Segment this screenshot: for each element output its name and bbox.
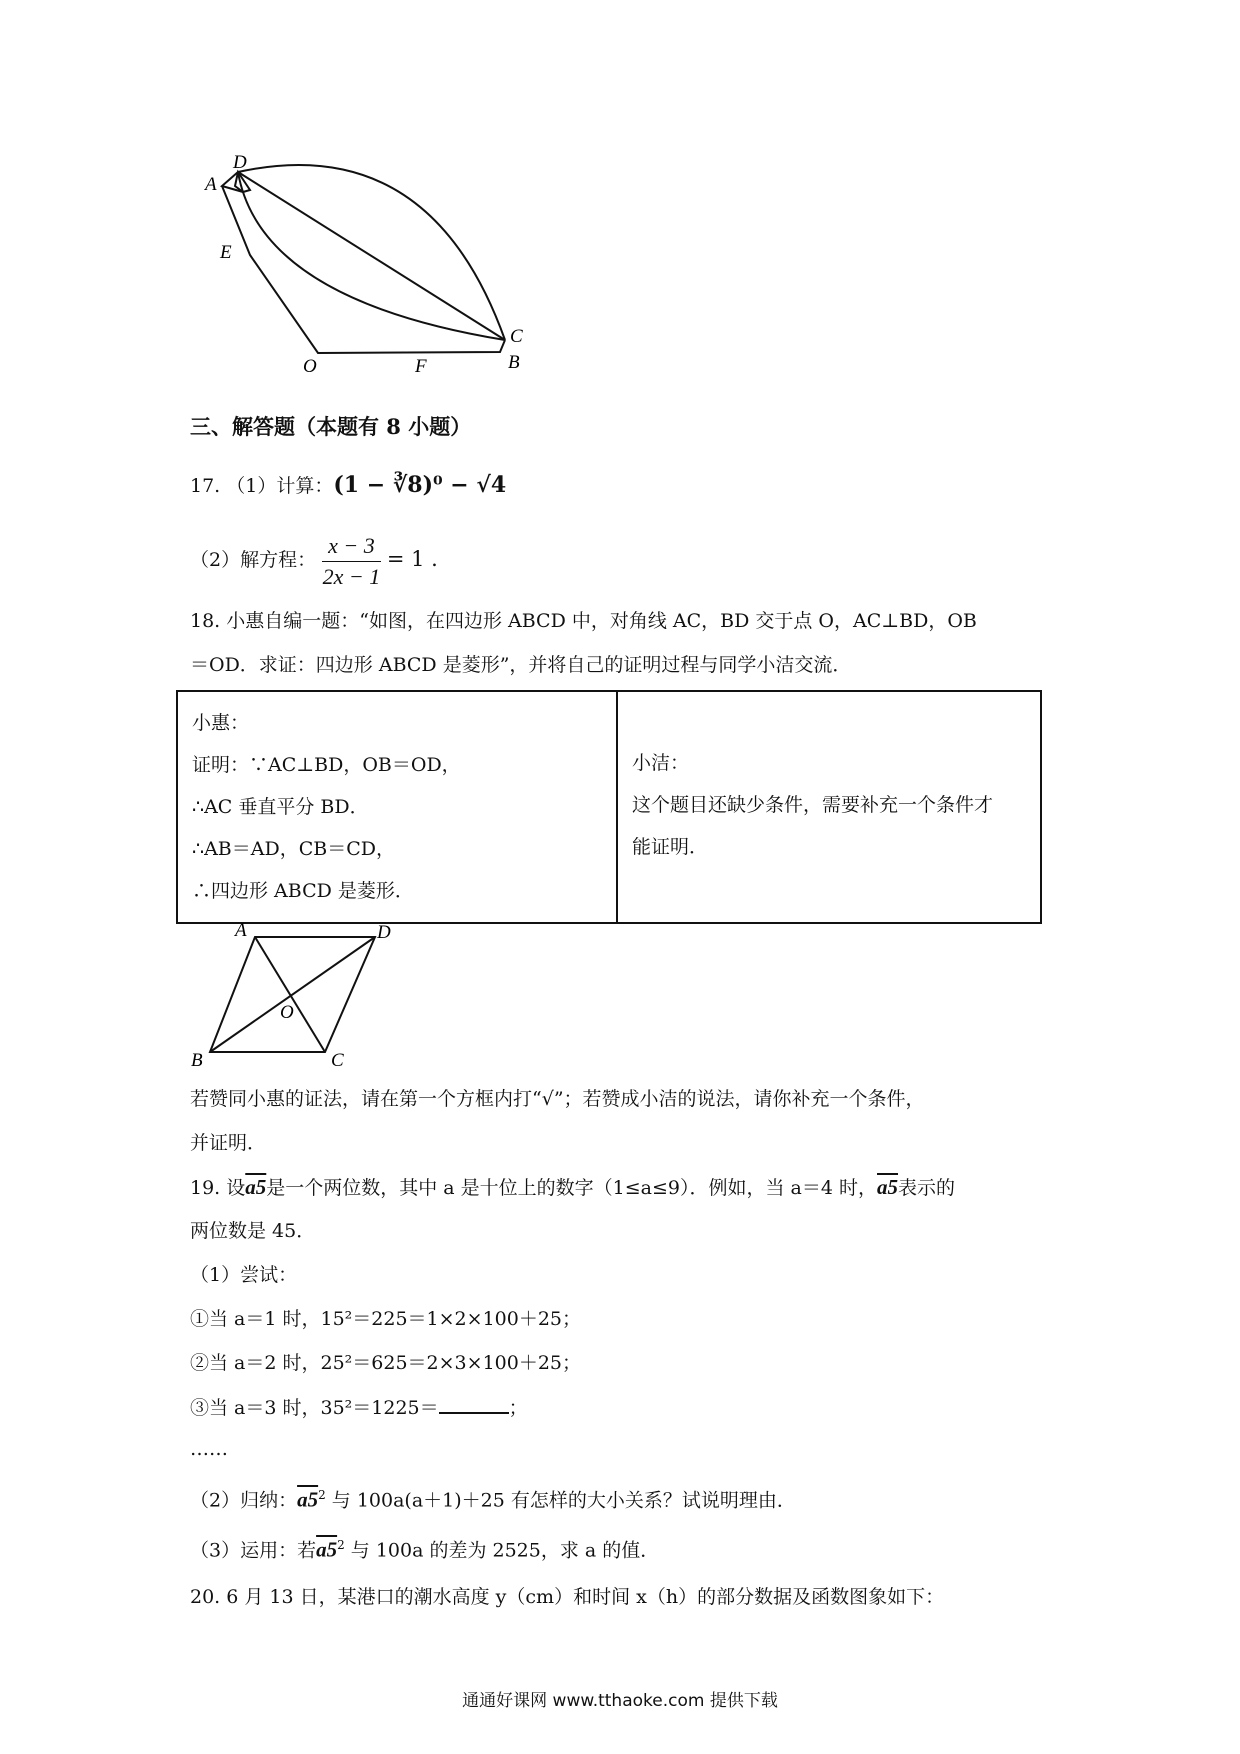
q17-part1-prefix: 17. （1）计算： [190, 475, 334, 497]
q19-try3 [190, 1394, 528, 1421]
rhombus-label-O: O [280, 1002, 294, 1023]
q19-apply-a: （3）运用：若 [190, 1539, 317, 1562]
proof-line-2: ∴AC 垂直平分 BD． [192, 796, 369, 818]
xiaojie-label: 小洁： [632, 752, 690, 774]
q18-line1: 18. 小惠自编一题：“如图，在四边形 ABCD 中，对角线 AC，BD 交于点 O，AC⊥BD，OB [190, 610, 977, 632]
q19-try3-text: ③当 a＝3 时，35²＝1225＝ [190, 1397, 439, 1419]
proof-line-3: ∴AB＝AD，CB＝CD， [192, 838, 395, 860]
q19-induce-a: （2）归纳： [190, 1489, 298, 1512]
label-F: F [415, 356, 427, 377]
comment-line-2: 能证明． [632, 836, 709, 858]
q20-line1: 20. 6 月 13 日，某港口的潮水高度 y（cm）和时间 x（h）的部分数据及函数图象如下： [190, 1586, 945, 1608]
q19-line1-c: 表示的 [898, 1177, 956, 1199]
answer-blank[interactable] [439, 1394, 509, 1414]
comment-line-1: 这个题目还缺少条件，需要补充一个条件才 [632, 794, 994, 816]
proof-line-4: ∴四边形 ABCD 是菱形． [192, 880, 414, 902]
q19-try2: ②当 a＝2 时，25²＝625＝2×3×100＋25； [190, 1352, 582, 1374]
overline-a5-4: a5 [316, 1537, 338, 1562]
q19-line1-b: 是一个两位数，其中 a 是十位上的数字（1≤a≤9）．例如，当 a＝4 时， [266, 1177, 878, 1199]
overline-a5-2: a5 [877, 1175, 899, 1199]
rhombus-label-D: D [377, 922, 391, 943]
label-E: E [220, 242, 232, 263]
q17-rhs: = 1 . [386, 547, 438, 571]
q17-part2-prefix: （2）解方程： [190, 549, 317, 571]
q18-line2: ＝OD．求证：四边形 ABCD 是菱形”，并将自己的证明过程与同学小洁交流． [190, 654, 852, 676]
q19-apply [190, 1532, 659, 1563]
label-C: C [510, 326, 523, 347]
right-comment-cell[interactable] [617, 691, 1041, 923]
section-title: 三、解答题（本题有 8 小题） [190, 414, 472, 439]
q19-try1: ①当 a＝1 时，15²＝225＝1×2×100＋25； [190, 1308, 582, 1330]
left-proof-cell[interactable] [177, 691, 617, 923]
rhombus-label-B: B [191, 1050, 203, 1067]
q17-part1-expression: (1 − ∛8)⁰ − √4 [333, 472, 507, 498]
xiaohui-label: 小惠： [192, 712, 250, 734]
rhombus-label-C: C [331, 1050, 344, 1067]
q19-induce [190, 1482, 796, 1513]
overline-a5: a5 [245, 1175, 267, 1199]
square-sup-2: 2 [337, 1538, 345, 1552]
proof-line-1: 证明：∵AC⊥BD，OB＝OD， [192, 754, 461, 776]
label-O: O [303, 356, 317, 377]
q19-line1-a: 19. 设 [190, 1177, 246, 1199]
rhombus-label-A: A [235, 922, 247, 941]
q19-line2: 两位数是 45． [190, 1220, 316, 1242]
label-B: B [508, 352, 520, 373]
overline-a5-3: a5 [297, 1487, 319, 1512]
figure-rhombus [185, 922, 405, 1067]
q17-part2 [190, 528, 438, 592]
figure-arc-diagram [200, 150, 540, 390]
q19-apply-b: 与 100a 的差为 2525，求 a 的值． [350, 1539, 660, 1562]
q19-try-title: （1）尝试： [190, 1264, 298, 1286]
q18-after-line2: 并证明． [190, 1132, 267, 1154]
q19-ellipsis: …… [190, 1438, 228, 1460]
q17-fraction [322, 531, 381, 592]
q19-line1 [190, 1174, 955, 1201]
proof-table [176, 690, 1042, 924]
page-footer: 通通好课网 www.tthaoke.com 提供下载 [462, 1691, 778, 1711]
fraction-numerator: x − 3 [322, 531, 381, 562]
label-A: A [205, 174, 217, 195]
q18-after-line1: 若赞同小惠的证法，请在第一个方框内打“√”；若赞成小洁的说法，请你补充一个条件， [190, 1088, 925, 1110]
q17-part1 [190, 472, 506, 499]
q19-induce-b: 与 100a(a＋1)＋25 有怎样的大小关系？试说明理由． [331, 1489, 796, 1512]
fraction-denominator: 2x − 1 [322, 563, 381, 589]
label-D: D [233, 152, 247, 173]
square-sup: 2 [318, 1488, 326, 1502]
q19-try3-end: ； [508, 1397, 528, 1419]
